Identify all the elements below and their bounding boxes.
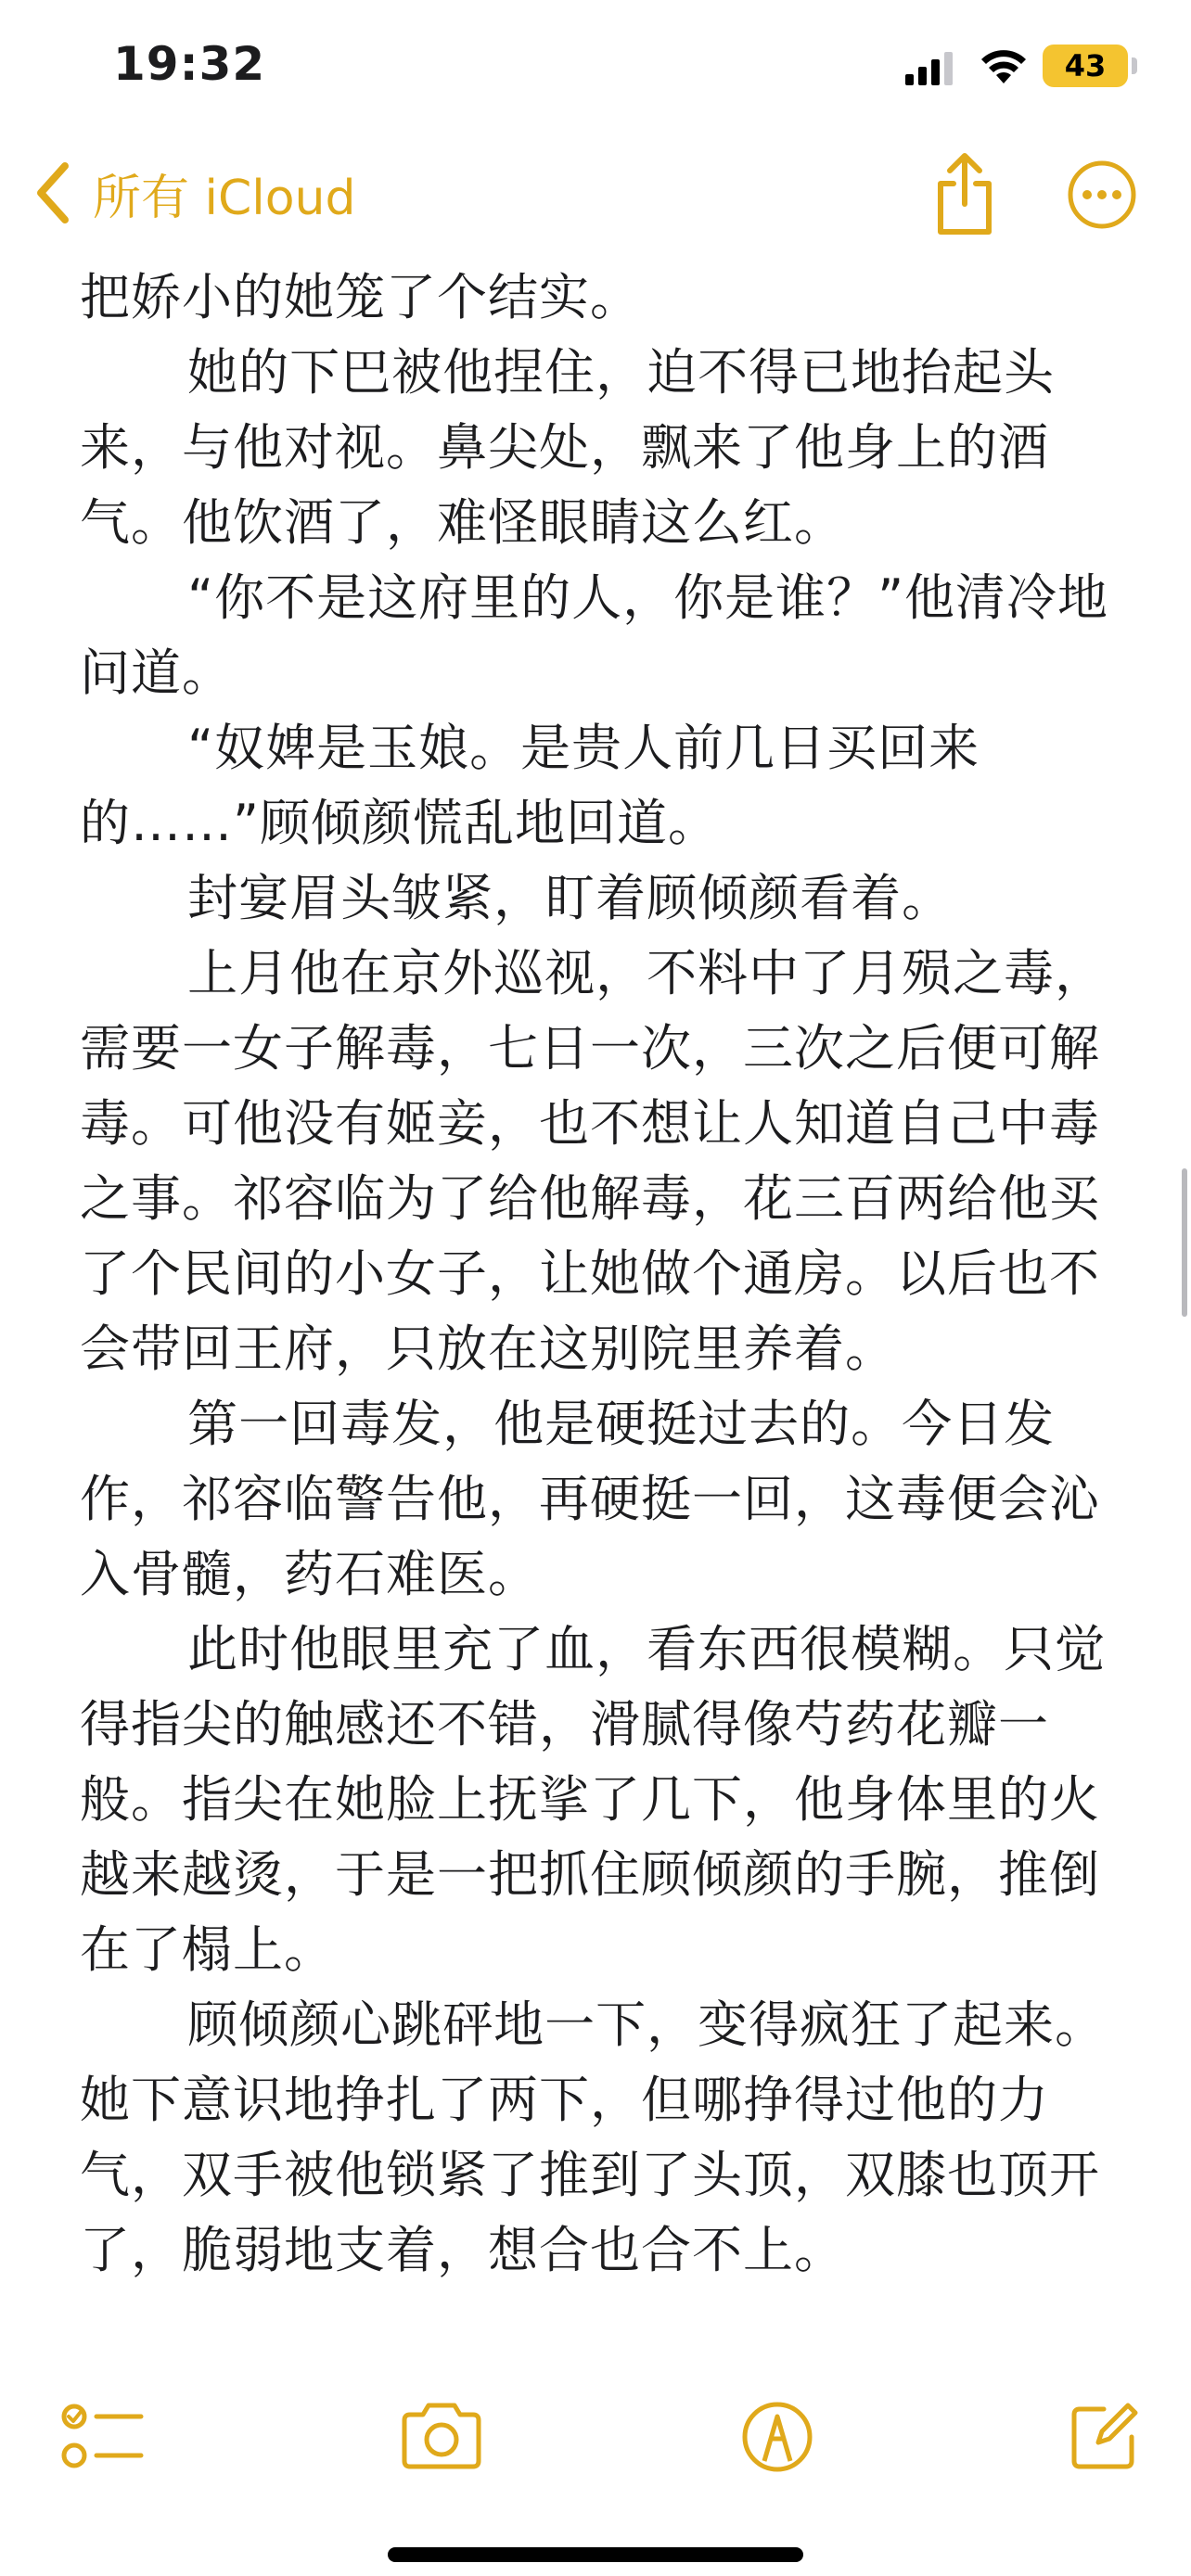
note-paragraph: “奴婢是玉娘。是贵人前几日买回来的……”顾倾颜慌乱地回道。 [80,719,980,852]
note-paragraph: 顾倾颜心跳砰地一下，变得疯狂了起来。她下意识地挣扎了两下，但哪挣得过他的力气，双手被他锁紧了推到了头顶，双膝也顶开了，脆弱地支着，想合也合不上。 [80,1996,1107,2279]
battery-level: 43 [1064,48,1107,83]
note-body[interactable] [80,260,1119,2337]
note-paragraph: 上月他在京外巡视，不料中了月殒之毒，需要一女子解毒，七日一次，三次之后便可解毒。可他没有姬妾，也不想让人知道自己中毒之事。祁容临为了给他解毒，花三百两给他买了个民间的小女子，让她做个通房。以后也不会带回王府，只放在这别院里养着。 [80,944,1107,1378]
markup-icon[interactable] [740,2400,814,2474]
status-bar [0,0,1191,139]
note-paragraph: 此时他眼里充了血，看东西很模糊。只觉得指尖的触感还不错，滑腻得像芍药花瓣一般。指尖在她脸上抚挲了几下，他身体里的火越来越烫，于是一把抓住顾倾颜的手腕，推倒在了榻上。 [80,1620,1107,1979]
back-button[interactable] [33,156,356,230]
wifi-icon [980,46,1028,85]
note-paragraph: “你不是这府里的人，你是谁？”他清冷地问道。 [80,568,1109,702]
checklist-icon[interactable] [61,2400,145,2474]
note-paragraph: 封宴眉头皱紧，盯着顾倾颜看着。 [187,869,954,927]
bottom-toolbar [0,2374,1191,2494]
home-indicator [388,2547,803,2562]
chevron-left-icon [33,160,72,225]
scroll-indicator[interactable] [1182,1168,1187,1317]
more-icon[interactable] [1067,159,1137,230]
back-label: 所有 iCloud [93,170,356,226]
note-paragraph: 她的下巴被他捏住，迫不得已地抬起头来，与他对视。鼻尖处，飘来了他身上的酒气。他饮酒了，难怪眼睛这么红。 [80,343,1056,552]
cellular-signal-icon [905,52,954,85]
status-time: 19:32 [113,37,266,91]
note-paragraph: 把娇小的她笼了个结实。 [80,268,641,326]
battery-icon [1043,45,1128,87]
camera-icon[interactable] [399,2400,484,2470]
share-icon[interactable] [928,150,1002,237]
battery-nub [1132,57,1137,74]
nav-bar [0,139,1191,260]
compose-icon[interactable] [1067,2400,1141,2474]
note-paragraph: 第一回毒发，他是硬挺过去的。今日发作，祁容临警告他，再硬挺一回，这毒便会沁入骨髓，药石难医。 [80,1395,1100,1603]
